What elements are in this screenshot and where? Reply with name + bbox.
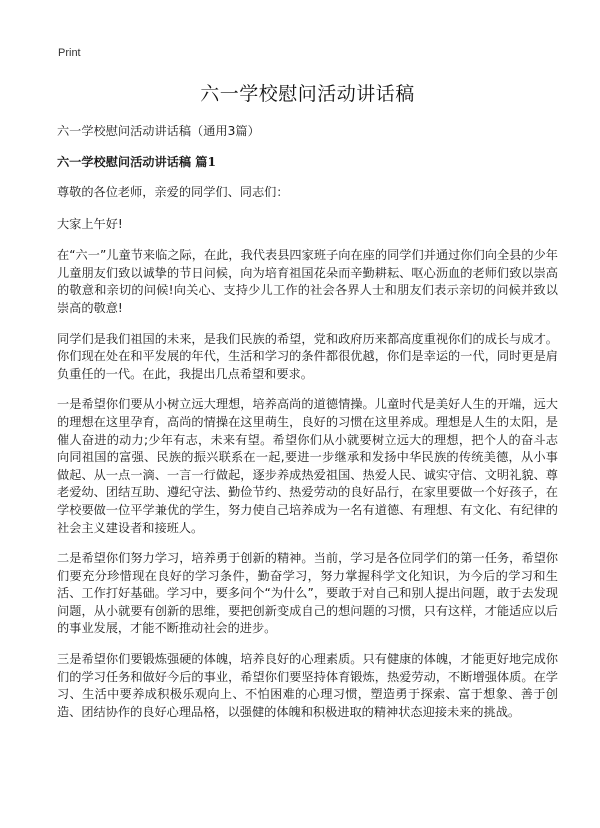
paragraph: 二是希望你们努力学习，培养勇于创新的精神。当前，学习是各位同学们的第一任务，希望你们要充分珍惜现在良好的学习条件，勤奋学习，努力掌握科学文化知识，为今后的学习和生活、工作打好基础。学习中，要多问个“为什么”，要敢于对自己和别人提出问题，敢于去发现问题，从小就要有创新的思维，要把创新变成自己的想问题的习惯，只有这样，才能适应以后的事业发展，才能不断推动社会的进步。 xyxy=(57,551,558,636)
paragraph: 一是希望你们要从小树立远大理想，培养高尚的道德情操。儿童时代是美好人生的开端，远大的理想在这里孕育，高尚的情操在这里萌生，良好的习惯在这里养成。理想是人生的太阳，是催人奋进的动力;少年有志，未来有望。希望你们从小就要树立远大的理想，把个人的奋斗志向同祖国的富强、民族的振兴联系在一起,要进一步继承和发扬中华民族的传统美德，从小事做起、从一点一滴、一言一行做起，逐步养成热爱祖国、热爱人民、诚实守信、文明礼貌、尊老爱幼、团结互助、遵纪守法、勤俭节约、热爱劳动的良好品行，在家里要做一个好孩子，在学校要做一位平学兼优的学生，努力使自己培养成为一名有道德、有理想、有文化、有纪律的社会主义建设者和接班人。 xyxy=(57,397,558,535)
print-link[interactable]: Print xyxy=(58,47,81,59)
paragraph: 三是希望你们要锻炼强硬的体魄，培养良好的心理素质。只有健康的体魄，才能更好地完成你们的学习任务和做好今后的事业，希望你们要坚持体育锻炼，热爱劳动，不断增强体质。在学习、生活中要养成积极乐观向上、不怕困难的心理习惯，塑造勇于探索、富于想象、善于创造、团结协作的良好心理品格，以强健的体魄和积极进取的精神状态迎接未来的挑战。 xyxy=(57,652,558,719)
document-title: 六一学校慰问活动讲话稿 xyxy=(200,83,415,105)
paragraph: 在“六一”儿童节来临之际，在此，我代表县四家班子向在座的同学们并通过你们向全县的少年儿童朋友们致以诚挚的节日问候，向为培育祖国花朵而辛勤耕耘、呕心沥血的老师们致以崇高的敬意和亲切的问候!向关心、支持少儿工作的社会各界人士和朋友们表示亲切的问候并致以崇高的敬意! xyxy=(57,248,558,315)
paragraph: 同学们是我们祖国的未来，是我们民族的希望，党和政府历来都高度重视你们的成长与成才。你们现在处在和平发展的年代，生活和学习的条件都很优越，你们是幸运的一代，同时更是肩负重任的一代。在此，我提出几点希望和要求。 xyxy=(57,331,558,381)
section-heading: 六一学校慰问活动讲话稿 篇1 xyxy=(57,155,216,169)
document-subtitle: 六一学校慰问活动讲话稿（通用3篇） xyxy=(57,124,260,138)
salutation: 尊敬的各位老师，亲爱的同学们、同志们： xyxy=(57,185,289,199)
greeting: 大家上午好! xyxy=(57,216,123,231)
